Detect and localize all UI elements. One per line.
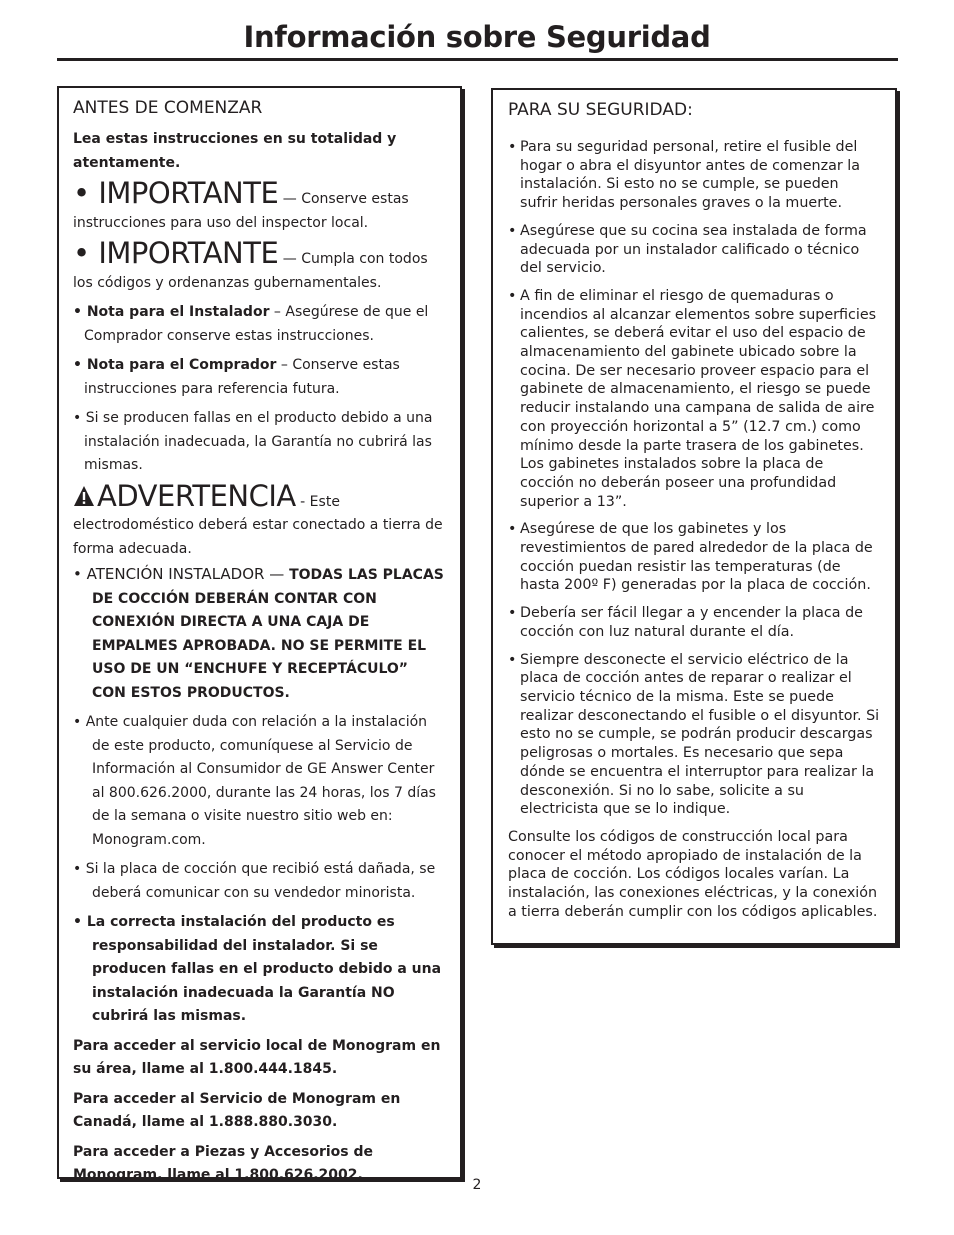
list-item: • Para su seguridad personal, retire el fusible del hogar o abra el disyuntor antes de comenzar la instalación. Si esto no se cumple, se pueden sufrir heridas personales graves o la muerte. [508,139,860,212]
contact-local: Para acceder al servicio local de Monogram en su área, llame al 1.800.444.1845. [73,1037,441,1077]
important-label: • IMPORTANTE [73,176,279,210]
warning-note [73,480,446,562]
closing-paragraph: Consulte los códigos de construcción local para conocer el método apropiado de instalación de la placa de cocción. Los códigos locales varían. La instalación, las conexiones eléctricas, y la conexión a tierra deberán cumplir con los códigos aplicables. [508,828,878,920]
note-installer-text: – Asegúrese de que el Comprador conserve estas instrucciones. [84,304,429,344]
list-item: • Siempre desconecte el servicio eléctrico de la placa de cocción antes de reparar o realizar el servicio técnico de la misma. Este se puede realizar desconectando el fusible o el disyuntor. Si esto no se cumple, se podrán producir descargas peligrosas o mortales. Es necesario que sepa dónde se encuentra el interruptor para realizar la desconexión. Si no lo sabe, solicite a su electricista que se lo indique. [508,651,880,818]
contact-canada: Para acceder al Servicio de Monogram en Canadá, llame al 1.888.880.3030. [73,1090,401,1130]
warning-label: ADVERTENCIA [97,478,296,513]
intro-text: Lea estas instrucciones en su totalidad y atentamente. [73,131,397,171]
attention-label: • ATENCIÓN INSTALADOR — [73,565,285,583]
important-text: — Cumpla con todos los códigos y ordenanzas gubernamentales. [73,251,428,291]
note-buyer-label: • Nota para el Comprador [73,357,277,373]
important-text: — Conserve estas instrucciones para uso del inspector local. [73,191,409,231]
note-installer-label: • Nota para el Instalador [73,304,270,320]
damaged-note: • Si la placa de cocción que recibió está dañada, se deberá comunicar con su vendedor minorista. [73,861,436,901]
before-you-begin-heading: ANTES DE COMENZAR [73,98,263,118]
attention-installer-note [73,563,446,705]
page-number: 2 [472,1177,482,1193]
list-item: • Debería ser fácil llegar a y encender la placa de cocción con luz natural durante el día. [508,605,863,640]
important-note-1 [73,177,446,235]
page-title: Información sobre Seguridad [243,20,711,54]
for-your-safety-panel [491,88,897,945]
attention-text: TODAS LAS PLACAS DE COCCIÓN DEBERÁN CONTAR CON CONEXIÓN DIRECTA A UNA CAJA DE EMPALMES APROBADA. NO SE PERMITE EL USO DE UN “ENCHUFE Y RECEPTÁCULO” CON ESTOS PRODUCTOS. [92,567,444,701]
list-item: • Asegúrese que su cocina sea instalada de forma adecuada por un instalador calificado o técnico del servicio. [508,222,867,277]
list-item: • Asegúrese de que los gabinetes y los revestimientos de pared alrededor de la placa de cocción puedan resistir las temperaturas (de hasta 200º F) generadas por la placa de cocción. [508,521,873,594]
note-installer [73,301,446,348]
important-label: • IMPORTANTE [73,236,279,270]
list-item: • A fin de eliminar el riesgo de quemaduras o incendios al alcanzar elementos sobre superficies calientes, se deberá evitar el uso del espacio de almacenamiento del gabinete ubicado sobre la cocina. De ser necesario proveer espacio para el gabinete de almacenamiento, el riesgo se puede reducir instalando una campana de salida de aire con proyección horizontal a 5” (12.7 cm.) como mínimo desde la parte trasera de los gabinetes. Los gabinetes instalados sobre la placa de cocción no deberán poseer una profundidad superior a 13”. [508,287,877,510]
responsibility-note: • La correcta instalación del producto es responsabilidad del instalador. Si se producen fallas en el producto debido a una instalación inadecuada la Garantía NO cubrirá las mismas. [73,914,442,1024]
before-you-begin-panel [57,86,462,1183]
warning-triangle-icon [73,484,95,508]
warning-text: - Este electrodoméstico deberá estar conectado a tierra de forma adecuada. [73,493,443,557]
important-note-2 [73,237,446,295]
note-buyer [73,354,446,401]
doubt-note: • Ante cualquier duda con relación a la instalación de este producto, comuníquese al Servicio de Información al Consumidor de GE Answer Center al 800.626.2000, durante las 24 horas, los 7 días de la semana o visite nuestro sitio web en: Monogram.com. [73,714,436,848]
safety-list [508,138,880,819]
title-rule [57,58,898,61]
warranty-note: • Si se producen fallas en el producto debido a una instalación inadecuada, la Garantía no cubrirá las mismas. [73,410,433,473]
for-your-safety-heading: PARA SU SEGURIDAD: [508,100,693,120]
contact-parts: Para acceder a Piezas y Accesorios de Monogram, llame al 1.800.626.2002. [73,1143,373,1183]
note-buyer-text: – Conserve estas instrucciones para referencia futura. [84,357,400,397]
